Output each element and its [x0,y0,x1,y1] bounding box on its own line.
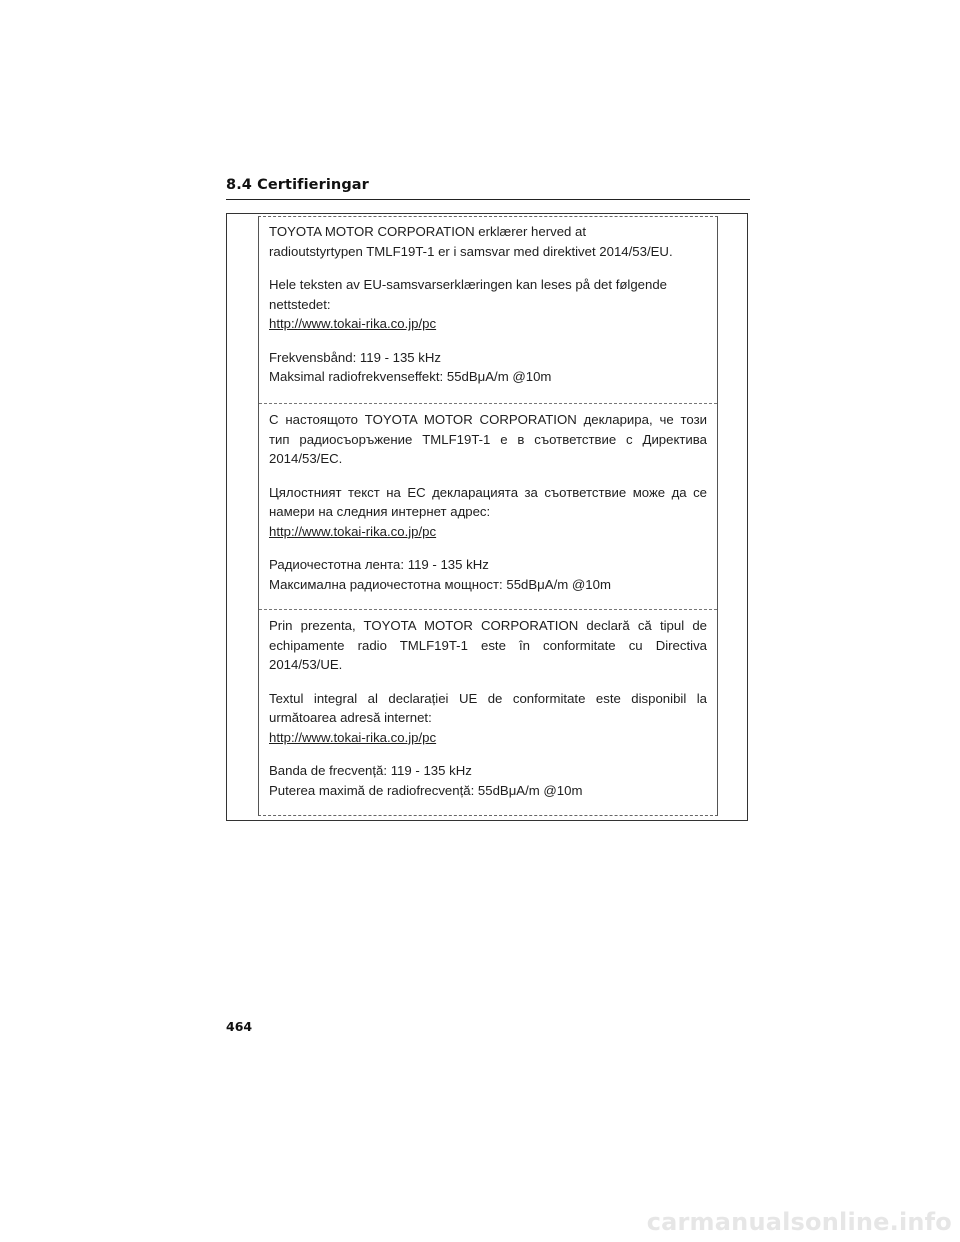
fulltext-info-line: Hele teksten av EU-samsvarserklæringen kan leses på det følgende [269,277,668,292]
section-title: 8.4 Certifieringar [226,177,369,193]
frequency-band: Радиочестотна лента: 119 - 135 kHz [269,557,489,572]
declaration-link[interactable]: http://www.tokai-rika.co.jp/pc [269,729,437,745]
fulltext-info: Textul integral al declarației UE de conformitate este disponibil la următoarea adresă internet: [269,690,707,725]
fulltext-info: Цялостният текст на ЕС декларацията за съответствие може да се намери на следния интернет адрес: [269,484,707,519]
declaration-block-bulgarian [259,403,717,608]
page-number: 464 [226,1019,253,1034]
fulltext-info-line: nettstedet: [269,296,331,312]
frequency-band: Frekvensbånd: 119 - 135 kHz [269,349,442,365]
declaration-text-line: TOYOTA MOTOR CORPORATION erklærer herved at [269,224,587,239]
max-power: Maksimal radiofrekvenseffekt: 55dBμA/m @10m [269,369,552,384]
frequency-band: Banda de frecvență: 119 - 135 kHz [269,763,472,778]
watermark-text: carmanualsonline.info [646,1208,952,1236]
declaration-text: С настоящото TOYOTA MOTOR CORPORATION декларира, че този тип радиосъоръжение TMLF19T-1 е в съответствие с Директива 2014/53/ЕС. [269,412,707,466]
declaration-block-norwegian [259,222,717,401]
declaration-link[interactable]: http://www.tokai-rika.co.jp/pc [269,316,437,331]
declarations-box [258,216,718,816]
declaration-link[interactable]: http://www.tokai-rika.co.jp/pc [269,523,437,539]
max-power: Максимална радиочестотна мощност: 55dBμA/m @10m [269,576,611,592]
declaration-block-romanian [259,609,717,814]
declaration-text: Prin prezenta, TOYOTA MOTOR CORPORATION declară că tipul de echipamente radio TMLF19T-1 este în conformitate cu Directiva 2014/53/UE. [269,618,707,672]
declaration-text-line: radioutstyrtypen TMLF19T-1 er i samsvar med direktivet 2014/53/EU. [269,243,673,259]
heading-divider [226,199,750,200]
max-power: Puterea maximă de radiofrecvență: 55dBμA/m @10m [269,782,583,798]
